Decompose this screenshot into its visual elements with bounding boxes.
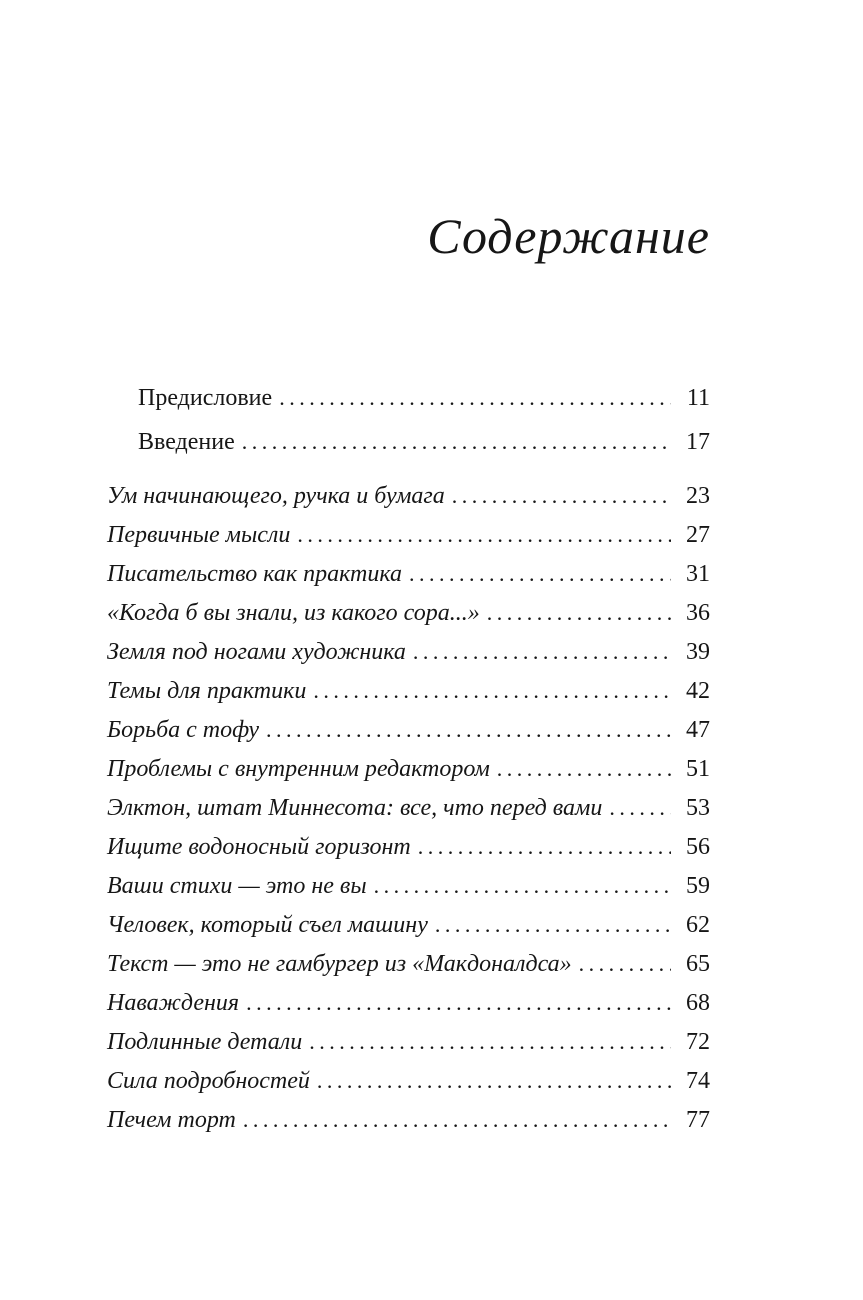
toc-entry-title: Сила подробностей bbox=[107, 1068, 310, 1094]
toc-entry bbox=[107, 420, 710, 464]
toc-dot-leader bbox=[313, 671, 671, 711]
toc-dot-leader bbox=[266, 710, 671, 750]
toc-entry bbox=[107, 983, 710, 1022]
toc-dot-leader bbox=[374, 866, 671, 906]
toc-entry bbox=[107, 827, 710, 866]
toc-entry bbox=[107, 788, 710, 827]
toc-dot-leader bbox=[413, 632, 671, 672]
toc-entry-title: Ваши стихи — это не вы bbox=[107, 873, 367, 899]
toc-entry-title: Писательство как практика bbox=[107, 561, 402, 587]
toc-entry-title: Земля под ногами художника bbox=[107, 639, 406, 665]
toc-entry bbox=[107, 905, 710, 944]
toc-dot-leader bbox=[418, 827, 671, 867]
toc-entry-title: Предисловие bbox=[138, 385, 273, 411]
toc-dot-leader bbox=[317, 1061, 671, 1101]
toc-dot-leader bbox=[609, 788, 671, 828]
toc-entry-title: Темы для практики bbox=[107, 678, 307, 704]
front-matter-list bbox=[107, 376, 710, 464]
toc-page-number: 27 bbox=[686, 522, 710, 548]
toc-page-number: 53 bbox=[686, 795, 710, 821]
toc-dot-leader bbox=[243, 1100, 671, 1140]
toc-dot-leader bbox=[309, 1022, 671, 1062]
toc-dot-leader bbox=[579, 944, 671, 984]
toc-dot-leader bbox=[297, 515, 671, 555]
toc-dot-leader bbox=[279, 376, 671, 420]
toc-page-number: 39 bbox=[686, 639, 710, 665]
toc-entry bbox=[107, 476, 710, 515]
toc-entry bbox=[107, 749, 710, 788]
toc-page-number: 17 bbox=[686, 429, 710, 455]
toc-page-number: 74 bbox=[686, 1068, 710, 1094]
toc-page-number: 11 bbox=[686, 385, 710, 411]
toc-entry bbox=[107, 710, 710, 749]
toc-entry bbox=[107, 1061, 710, 1100]
toc-dot-leader bbox=[487, 593, 671, 633]
toc-entry-title: Человек, который съел машину bbox=[107, 912, 428, 938]
toc-entry-title: Элктон, штат Миннесота: все, что перед вами bbox=[107, 795, 603, 821]
toc-entry bbox=[107, 866, 710, 905]
toc-page-number: 62 bbox=[686, 912, 710, 938]
toc-entry bbox=[107, 632, 710, 671]
toc-entry bbox=[107, 554, 710, 593]
toc-page-number: 36 bbox=[686, 600, 710, 626]
toc-entry bbox=[107, 944, 710, 983]
toc-dot-leader bbox=[452, 476, 671, 516]
toc-dot-leader bbox=[435, 905, 671, 945]
toc-entry bbox=[107, 515, 710, 554]
toc-dot-leader bbox=[246, 983, 671, 1023]
toc-page-number: 65 bbox=[686, 951, 710, 977]
page-title: Содержание bbox=[427, 208, 710, 264]
toc-entry-title: Первичные мысли bbox=[107, 522, 291, 548]
toc-page-number: 59 bbox=[686, 873, 710, 899]
toc-entry-title: Печем торт bbox=[107, 1107, 236, 1133]
toc-entry-title: Ум начинающего, ручка и бумага bbox=[107, 483, 445, 509]
toc-entry-title: Наваждения bbox=[107, 990, 240, 1016]
toc-entry-title: Ищите водоносный горизонт bbox=[107, 834, 411, 860]
table-of-contents bbox=[107, 376, 710, 1139]
toc-page-number: 23 bbox=[686, 483, 710, 509]
toc-page-number: 47 bbox=[686, 717, 710, 743]
toc-entry bbox=[107, 593, 710, 632]
toc-entry bbox=[107, 671, 710, 710]
toc-dot-leader bbox=[409, 554, 671, 594]
toc-page-number: 77 bbox=[686, 1107, 710, 1133]
toc-entry-title: «Когда б вы знали, из какого сора...» bbox=[107, 600, 480, 626]
toc-entry-title: Текст — это не гамбургер из «Макдоналдса» bbox=[107, 951, 572, 977]
toc-entry bbox=[107, 1022, 710, 1061]
toc-page-number: 72 bbox=[686, 1029, 710, 1055]
toc-entry bbox=[107, 1100, 710, 1139]
toc-dot-leader bbox=[497, 749, 671, 789]
toc-page-number: 68 bbox=[686, 990, 710, 1016]
toc-entry-title: Подлинные детали bbox=[107, 1029, 303, 1055]
toc-dot-leader bbox=[242, 420, 671, 464]
chapter-list bbox=[107, 476, 710, 1139]
toc-entry bbox=[107, 376, 710, 420]
toc-page-number: 51 bbox=[686, 756, 710, 782]
toc-page-number: 42 bbox=[686, 678, 710, 704]
toc-page-number: 31 bbox=[686, 561, 710, 587]
toc-entry-title: Борьба с тофу bbox=[107, 717, 260, 743]
toc-entry-title: Введение bbox=[138, 429, 235, 455]
toc-page-number: 56 bbox=[686, 834, 710, 860]
toc-entry-title: Проблемы с внутренним редактором bbox=[107, 756, 490, 782]
